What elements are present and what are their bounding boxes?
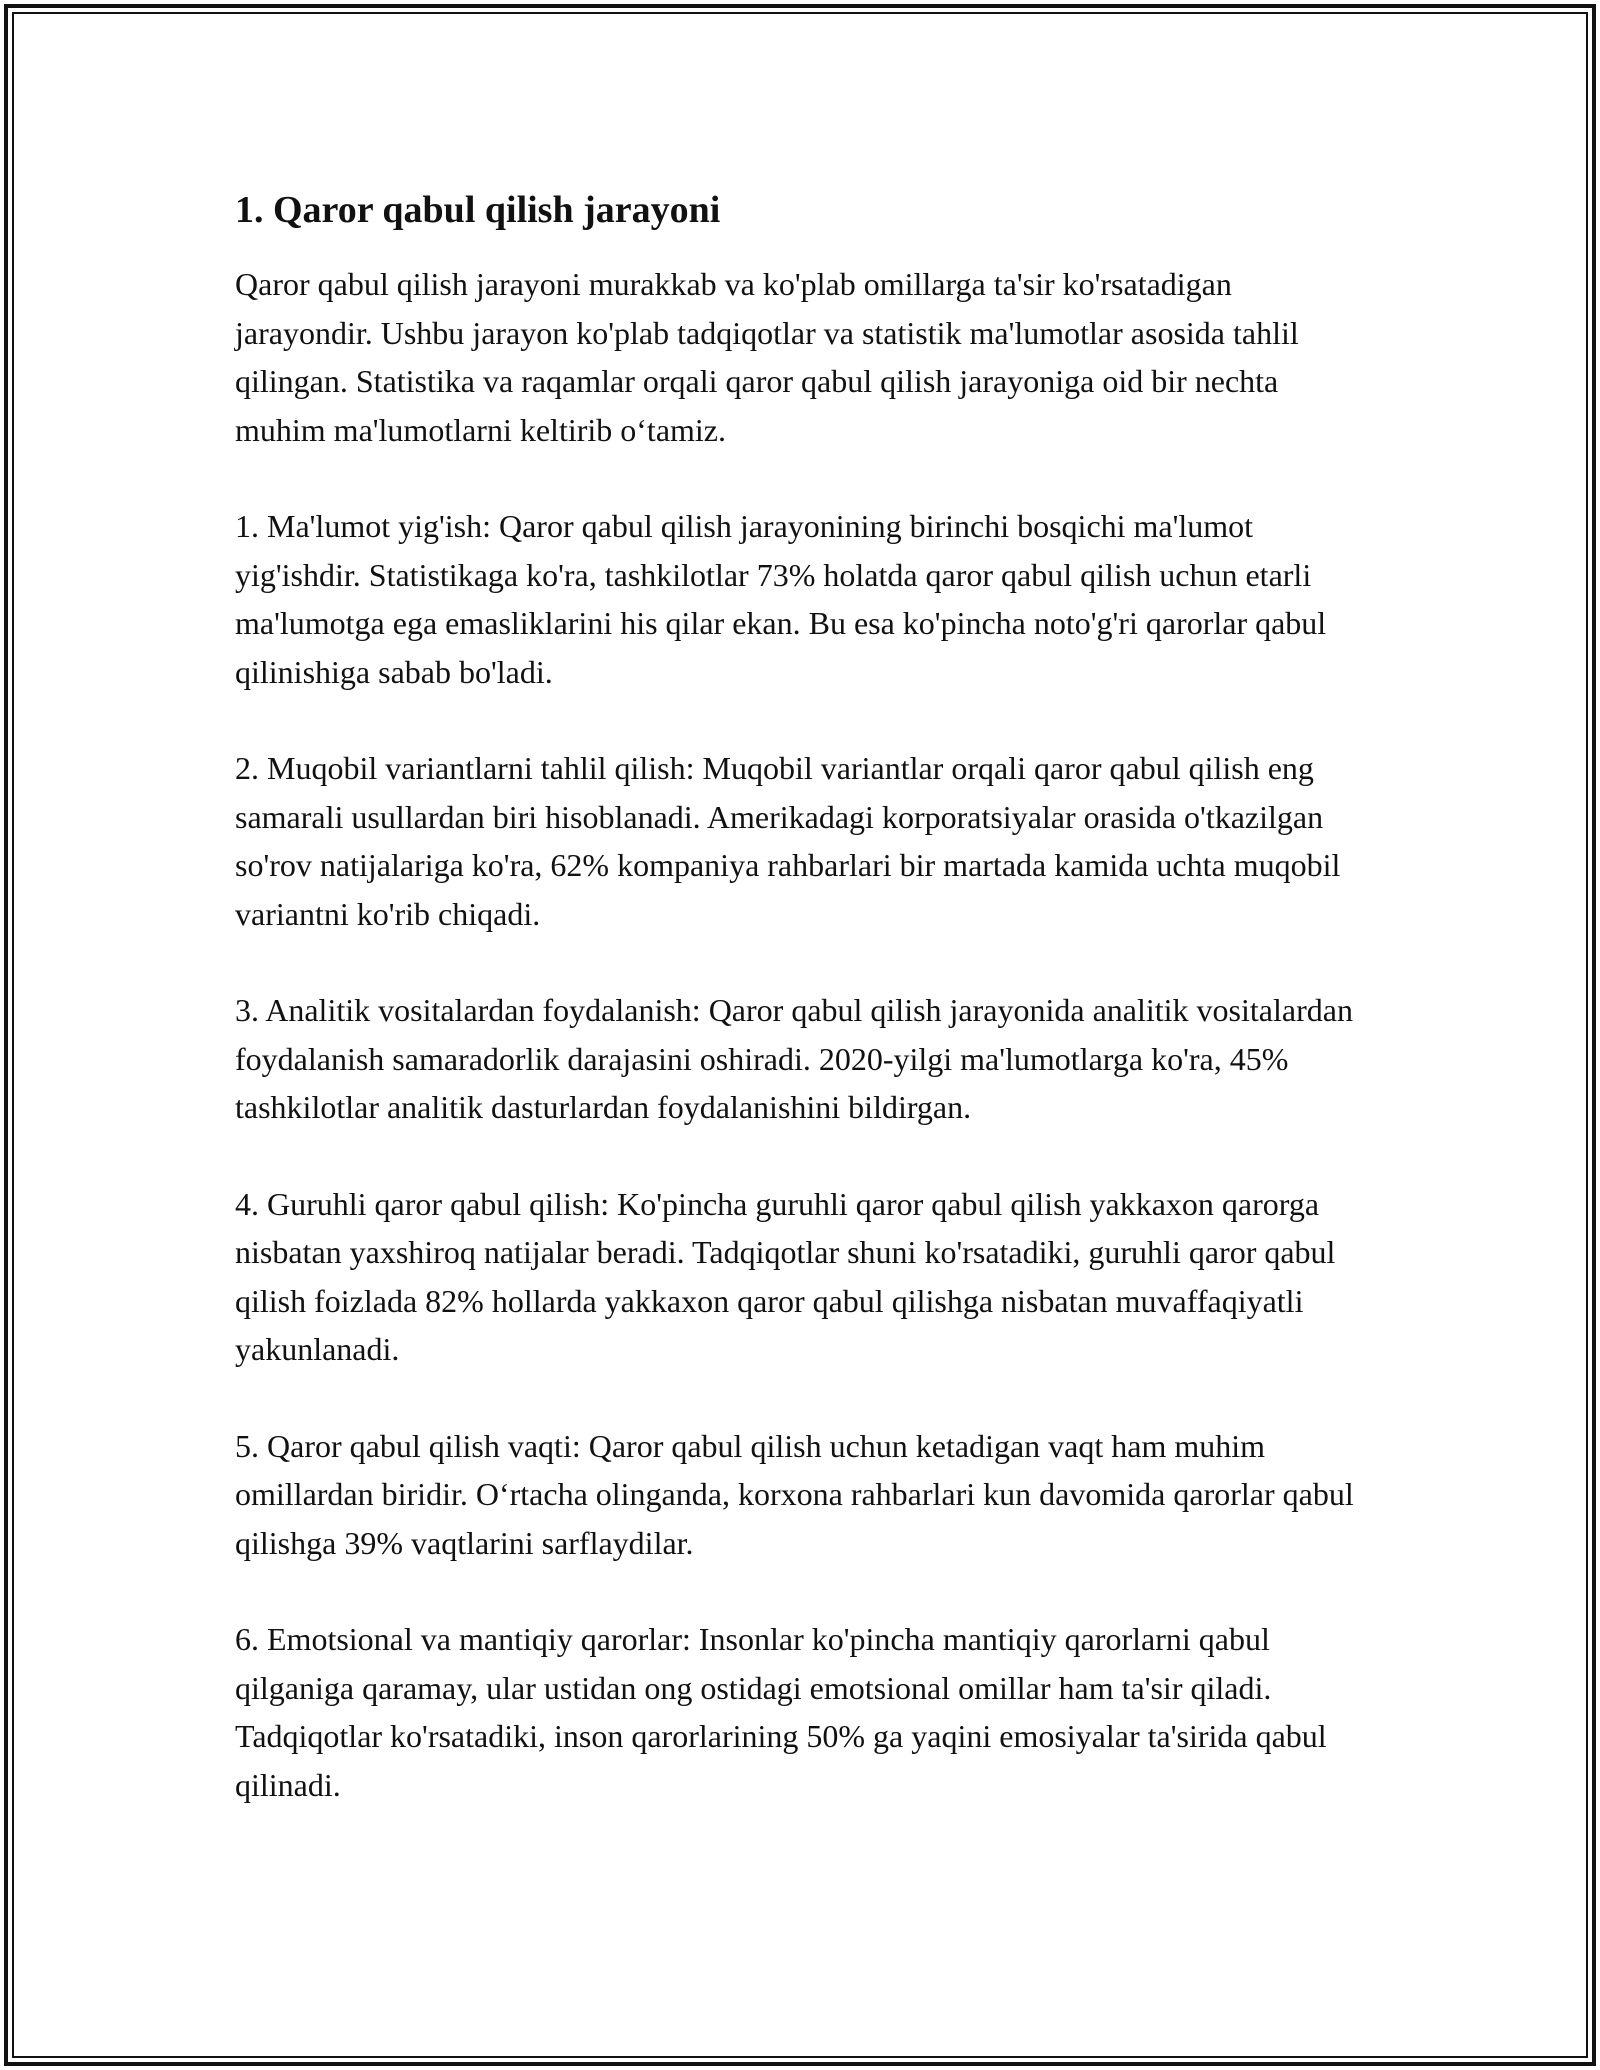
document-body	[235, 186, 1370, 1857]
point-alternatives-analysis: 2. Muqobil variantlarni tahlil qilish: Muqobil variantlar orqali qaror qabul qilish eng samarali usullardan biri hisoblanadi. Amerikadagi korporatsiyalar orasida o'tkazilgan so'rov natijalariga ko'ra, 62% kompaniya rahbarlari bir martada kamida uchta muqobil variantni ko'rib chiqadi.	[235, 750, 1341, 932]
point-group-decision: 4. Guruhli qaror qabul qilish: Ko'pincha guruhli qaror qabul qilish yakkaxon qarorga nisbatan yaxshiroq natijalar beradi. Tadqiqotlar shuni ko'rsatadiki, guruhli qaror qabul qilish foizlada 82% hollarda yakkaxon qaror qabul qilishga nisbatan muvaffaqiyatli yakunlanadi.	[235, 1185, 1336, 1367]
intro-paragraph: Qaror qabul qilish jarayoni murakkab va ko'plab omillarga ta'sir ko'rsatadigan jarayondir. Ushbu jarayon ko'plab tadqiqotlar va statistik ma'lumotlar asosida tahlil qilingan. Statistika va raqamlar orqali qaror qabul qilish jarayoniga oid bir nechta muhim ma'lumotlarni keltirib o‘tamiz.	[235, 266, 1299, 448]
point-analytic-tools: 3. Analitik vositalardan foydalanish: Qaror qabul qilish jarayonida analitik vositalardan foydalanish samaradorlik darajasini oshiradi. 2020-yilgi ma'lumotlarga ko'ra, 45% tashkilotlar analitik dasturlardan foydalanishini bildirgan.	[235, 992, 1353, 1125]
point-data-collection: 1. Ma'lumot yig'ish: Qaror qabul qilish jarayonining birinchi bosqichi ma'lumot yig'ishdir. Statistikaga ko'ra, tashkilotlar 73% holatda qaror qabul qilish uchun etarli ma'lumotga ega emasliklarini his qilar ekan. Bu esa ko'pincha noto'g'ri qarorlar qabul qilinishiga sabab bo'ladi.	[235, 508, 1327, 690]
point-decision-time: 5. Qaror qabul qilish vaqti: Qaror qabul qilish uchun ketadigan vaqt ham muhim omillardan biridir. O‘rtacha olinganda, korxona rahbarlari kun davomida qarorlar qabul qilishga 39% vaqtlarini sarflaydilar.	[235, 1427, 1354, 1561]
document-title: 1. Qaror qabul qilish jarayoni	[235, 189, 721, 231]
point-emotional-logical: 6. Emotsional va mantiqiy qarorlar: Insonlar ko'pincha mantiqiy qarorlarni qabul qilganiga qaramay, ular ustidan ong ostidagi emotsional omillar ham ta'sir qiladi. Tadqiqotlar ko'rsatadiki, inson qarorlarining 50% ga yaqini emosiyalar ta'sirida qabul qilinadi.	[235, 1621, 1327, 1803]
